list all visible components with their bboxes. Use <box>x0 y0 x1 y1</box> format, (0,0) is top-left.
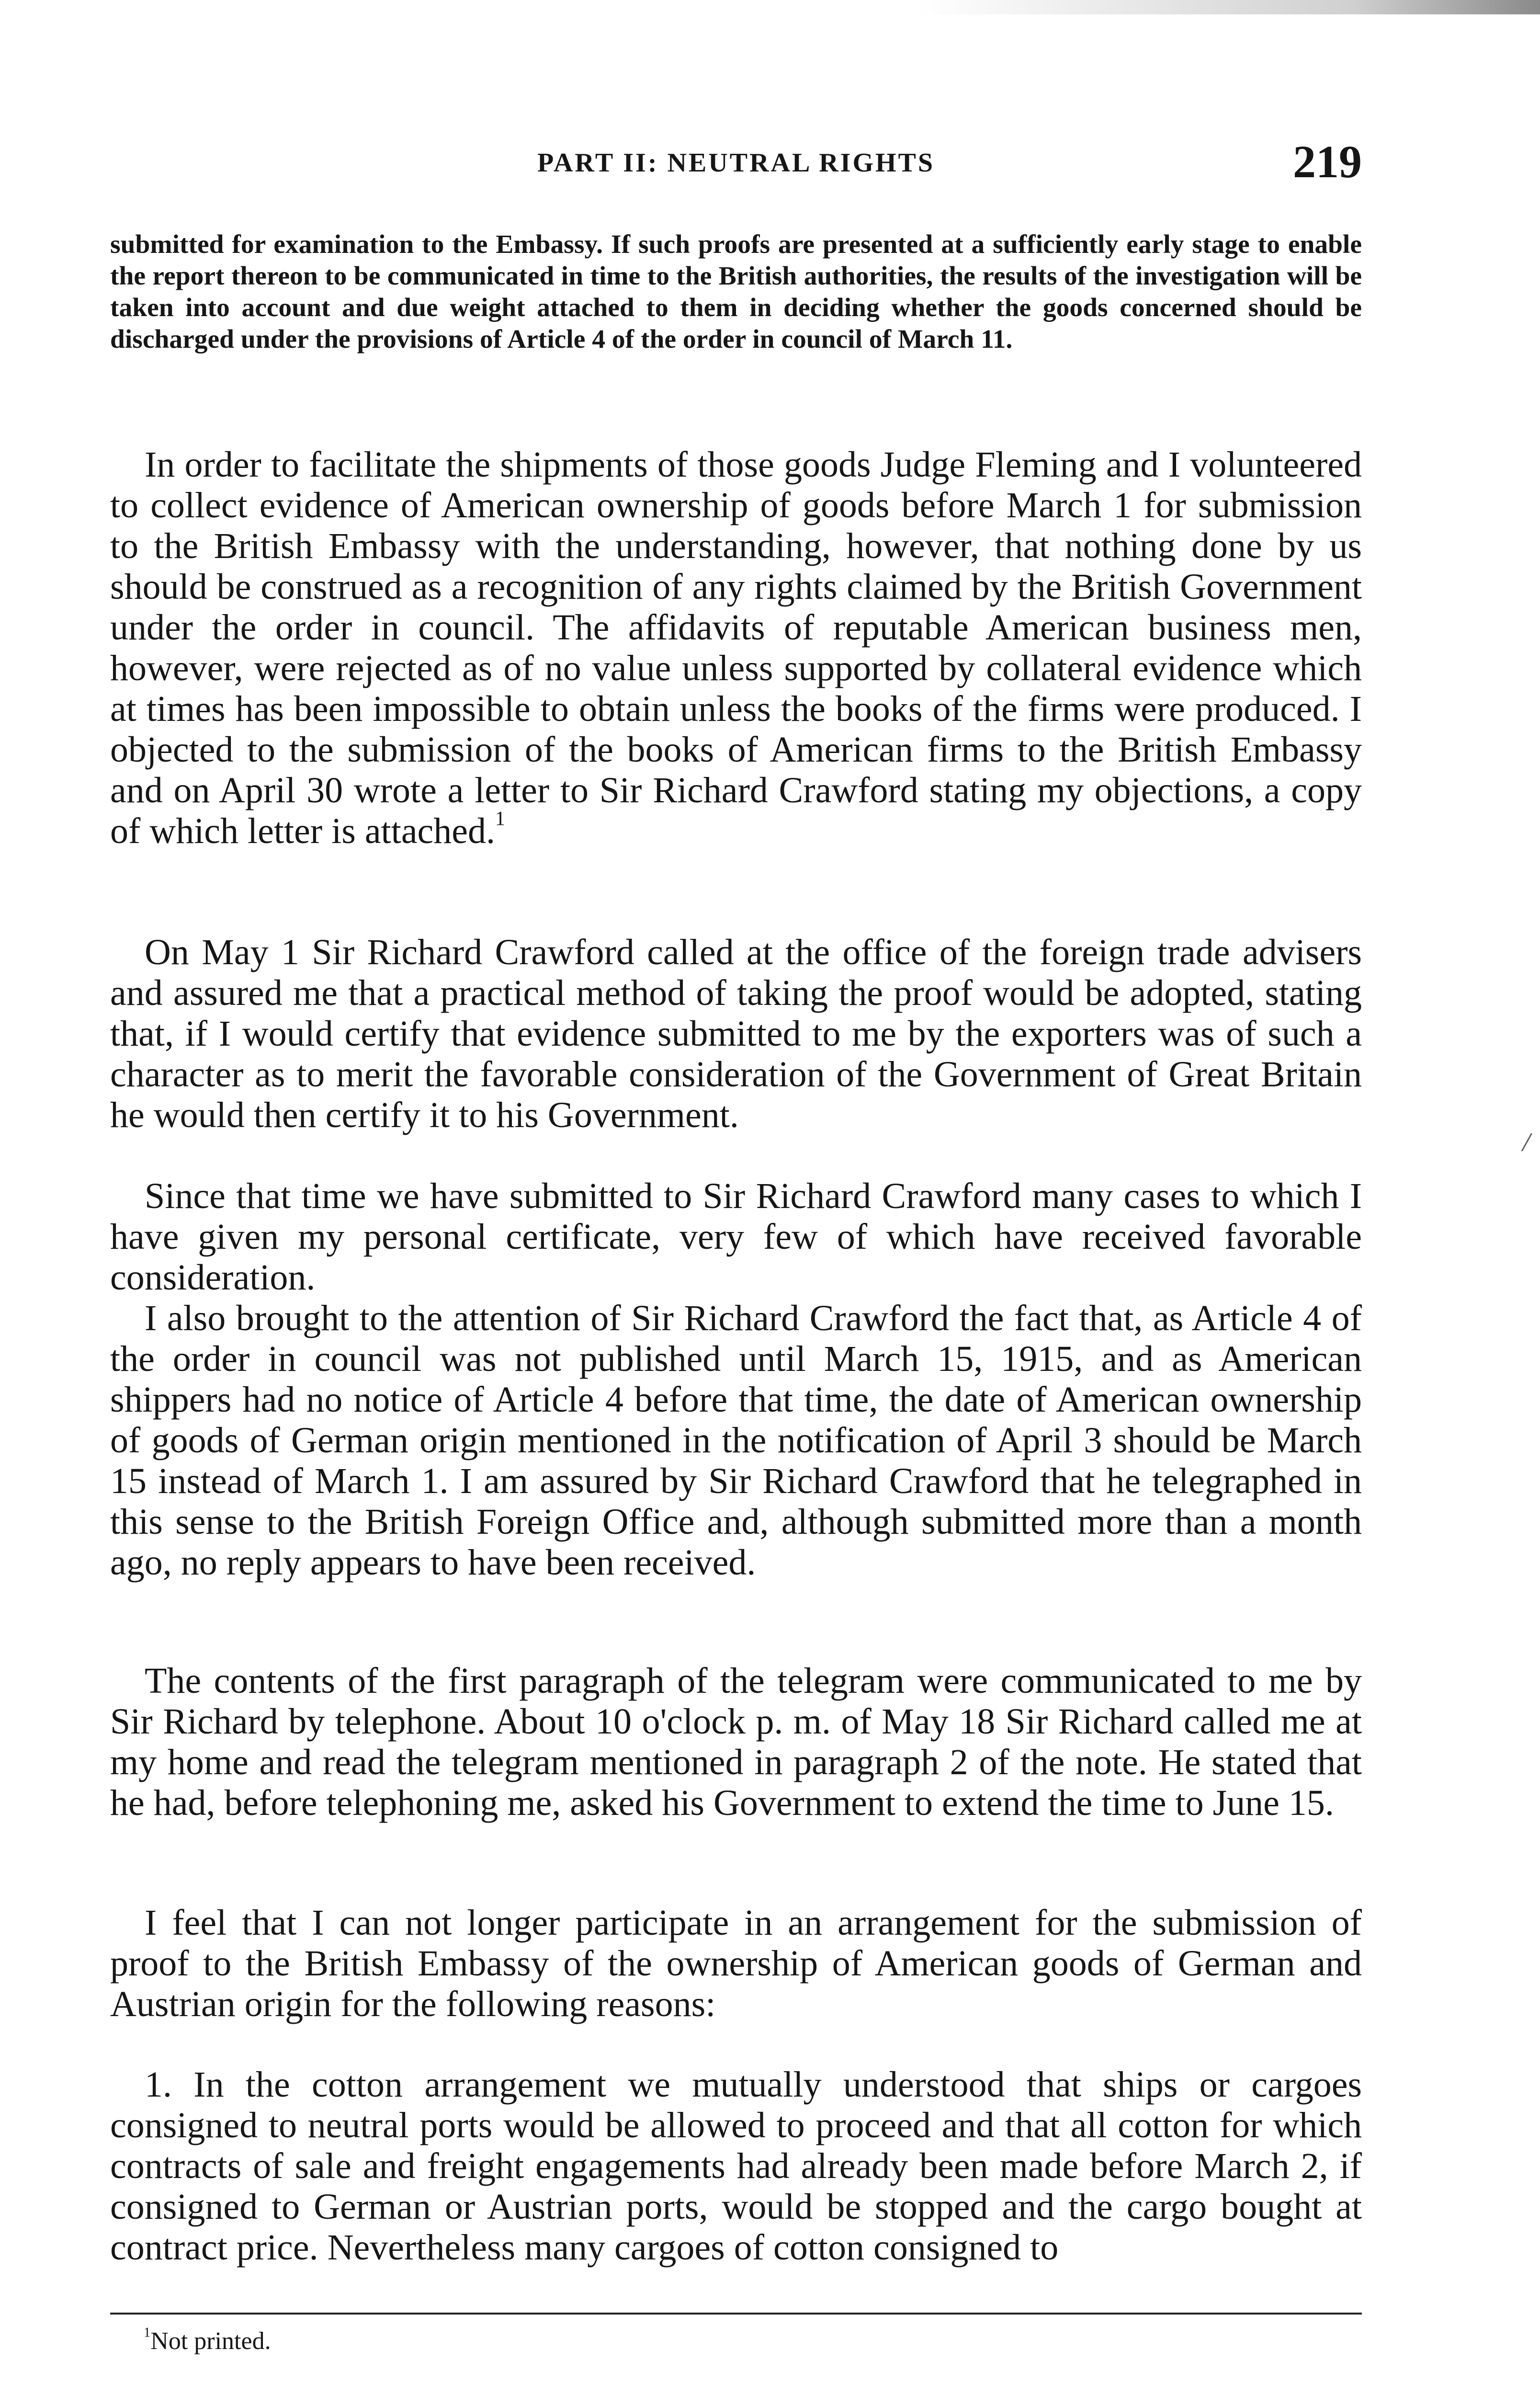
body-paragraph-6: I feel that I can not longer participate in an arrangement for the submission of proof to the British Embassy of the ownership of American goods of German and Austrian origin for the following reasons: <box>110 1903 1362 2024</box>
footnote-marker: 1 <box>144 2325 151 2340</box>
footnote-reference: 1 <box>495 808 505 830</box>
footnote-rule <box>110 2313 1362 2315</box>
stray-scan-mark: / <box>1520 1126 1534 1158</box>
page-header <box>110 136 1362 192</box>
body-paragraph-5: The contents of the first paragraph of the telegram were communicated to me by Sir Richard by telephone. About 10 o'clock p. m. of May 18 Sir Richard called me at my home and read the telegram mentioned in paragraph 2 of the note. He stated that he had, before telephoning me, asked his Government to extend the time to June 15. <box>110 1661 1362 1823</box>
running-head: PART II: NEUTRAL RIGHTS <box>537 148 935 178</box>
body-paragraph-2: On May 1 Sir Richard Crawford called at the office of the foreign trade advisers and assured me that a practical method of taking the proof would be adopted, stating that, if I would certify that evidence submitted to me by the exporters was of such a character as to merit the favorable consideration of the Government of Great Britain he would then certify it to his Government. <box>110 932 1362 1135</box>
body-paragraph-7: 1. In the cotton arrangement we mutually understood that ships or cargoes consigned to neutral ports would be allowed to proceed and that all cotton for which contracts of sale and freight engagements had already been made before March 2, if consigned to German or Austrian ports, would be stopped and the cargo bought at contract price. Nevertheless many cargoes of cotton consigned to <box>110 2064 1362 2268</box>
continuation-paragraph: submitted for examination to the Embassy. If such proofs are presented at a sufficiently early stage to enable the report thereon to be communicated in time to the British authorities, the results of the investigation will be taken into account and due weight attached to them in deciding whether the goods concerned should be discharged under the provisions of Article 4 of the order in council of March 11. <box>110 230 1362 354</box>
scan-edge-shadow <box>917 0 1540 14</box>
body-paragraph-3: Since that time we have submitted to Sir Richard Crawford many cases to which I have given my personal certificate, very few of which have received favorable consideration. <box>110 1176 1362 1298</box>
body-paragraph-1-text: In order to facilitate the shipments of those goods Judge Fleming and I volunteered to collect evidence of American ownership of goods before March 1 for submission to the British Embassy with the understanding, however, that nothing done by us should be construed as a recognition of any rights claimed by the British Government under the order in council. The affidavits of reputable American business men, however, were rejected as of no value unless supported by collateral evidence which at times has been impossible to obtain unless the books of the firms were produced. I objected to the submission of the books of American firms to the British Embassy and on April 30 wrote a letter to Sir Richard Crawford stating my objections, a copy of which letter is attached. <box>110 445 1362 851</box>
body-paragraph-1 <box>110 445 1362 852</box>
footnote-text: Not printed. <box>150 2327 271 2355</box>
body-paragraph-4: I also brought to the attention of Sir Richard Crawford the fact that, as Article 4 of the order in council was not published until March 15, 1915, and as American shippers had no notice of Article 4 before that time, the date of American ownership of goods of German origin mentioned in the notification of April 3 should be March 15 instead of March 1. I am assured by Sir Richard Crawford that he telegraphed in this sense to the British Foreign Office and, although submitted more than a month ago, no reply appears to have been received. <box>110 1298 1362 1583</box>
page-number: 219 <box>1293 136 1362 187</box>
footnote <box>144 2327 271 2356</box>
